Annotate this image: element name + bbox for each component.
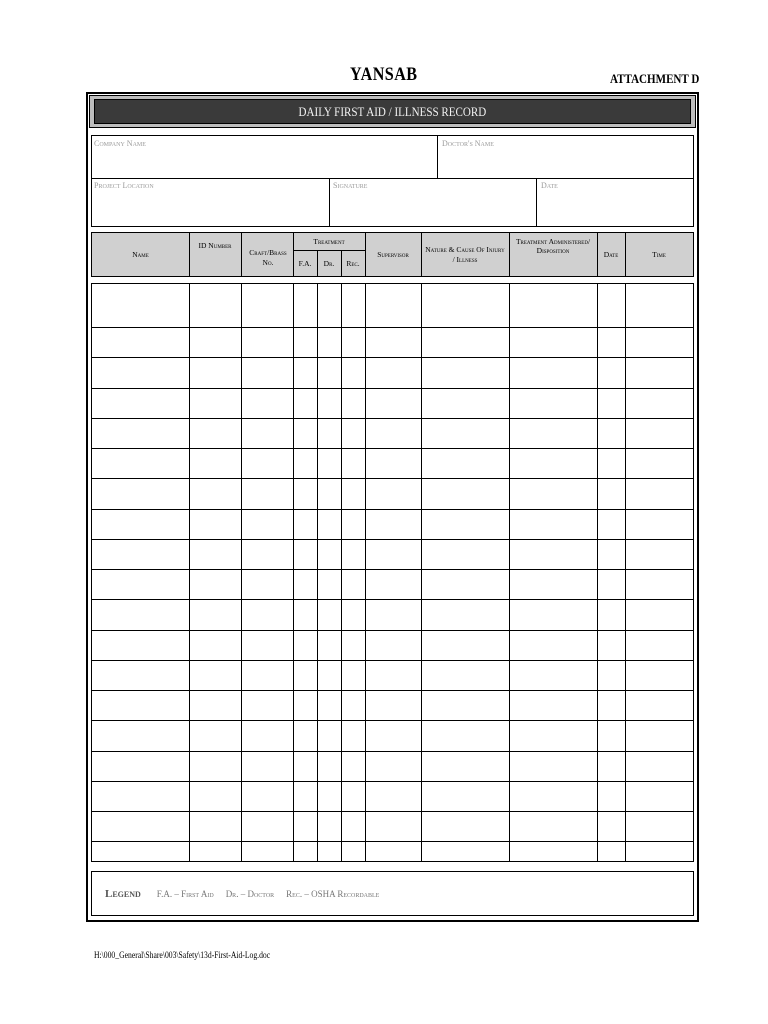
date-field[interactable]: Date [541,181,558,190]
col-header-treatment: Treatment [313,236,345,246]
table-row[interactable] [92,357,693,358]
table-row[interactable] [92,841,693,842]
info-divider [536,178,537,226]
table-row[interactable] [92,388,693,389]
table-row[interactable] [92,327,693,328]
col-header-id-number: ID Number [198,241,232,250]
col-header-dr: Dr. [323,258,335,268]
company-name-field[interactable]: Company Name [94,139,146,148]
entry-grid [91,283,694,862]
info-divider [437,136,438,178]
legend-fa: F.A. – First Aid [156,888,214,899]
col-header-rec: Rec. [346,258,360,268]
legend-box [91,871,694,916]
table-row[interactable] [92,599,693,600]
col-header-supervisor: Supervisor [377,249,409,259]
col-header-date: Date [603,249,619,259]
table-row[interactable] [92,811,693,812]
table-row[interactable] [92,630,693,631]
table-row[interactable] [92,539,693,540]
table-row[interactable] [92,751,693,752]
column-header-band [91,232,694,277]
table-row[interactable] [92,660,693,661]
form-title: DAILY FIRST AID / ILLNESS RECORD [298,103,487,119]
info-row-divider [92,178,693,179]
form-title-bar [89,95,696,128]
table-row[interactable] [92,720,693,721]
table-row[interactable] [92,690,693,691]
table-row[interactable] [92,569,693,570]
company-title: YANSAB [350,64,418,85]
info-divider [329,178,330,226]
col-header-name: Name [132,249,149,259]
attachment-label: ATTACHMENT D [610,71,700,86]
table-row[interactable] [92,478,693,479]
table-row[interactable] [92,781,693,782]
legend-rec: Rec. – OSHA Recordable [286,888,380,899]
col-header-fa: F.A. [298,258,312,268]
table-row[interactable] [92,418,693,419]
col-header-nature: Nature & Cause Of Injury / Illness [425,245,505,264]
col-header-time: Time [652,249,666,259]
info-fields-box [91,135,694,227]
table-row[interactable] [92,448,693,449]
signature-field[interactable]: Signature [333,181,368,190]
legend-title: Legend [105,887,141,900]
form-title-inner [94,99,691,124]
table-row[interactable] [92,509,693,510]
legend-dr: Dr. – Doctor [225,888,275,899]
col-header-craft-brass: Craft/Brass No. [249,248,287,267]
project-location-field[interactable]: Project Location [94,181,154,190]
footer-file-path: H:\000_General\Share\003\Safety\13d-First-Aid-Log.doc [94,950,271,960]
doctor-name-field[interactable]: Doctor's Name [442,139,494,148]
col-header-treatment-administered: Treatment Administered/ Disposition [515,237,591,256]
